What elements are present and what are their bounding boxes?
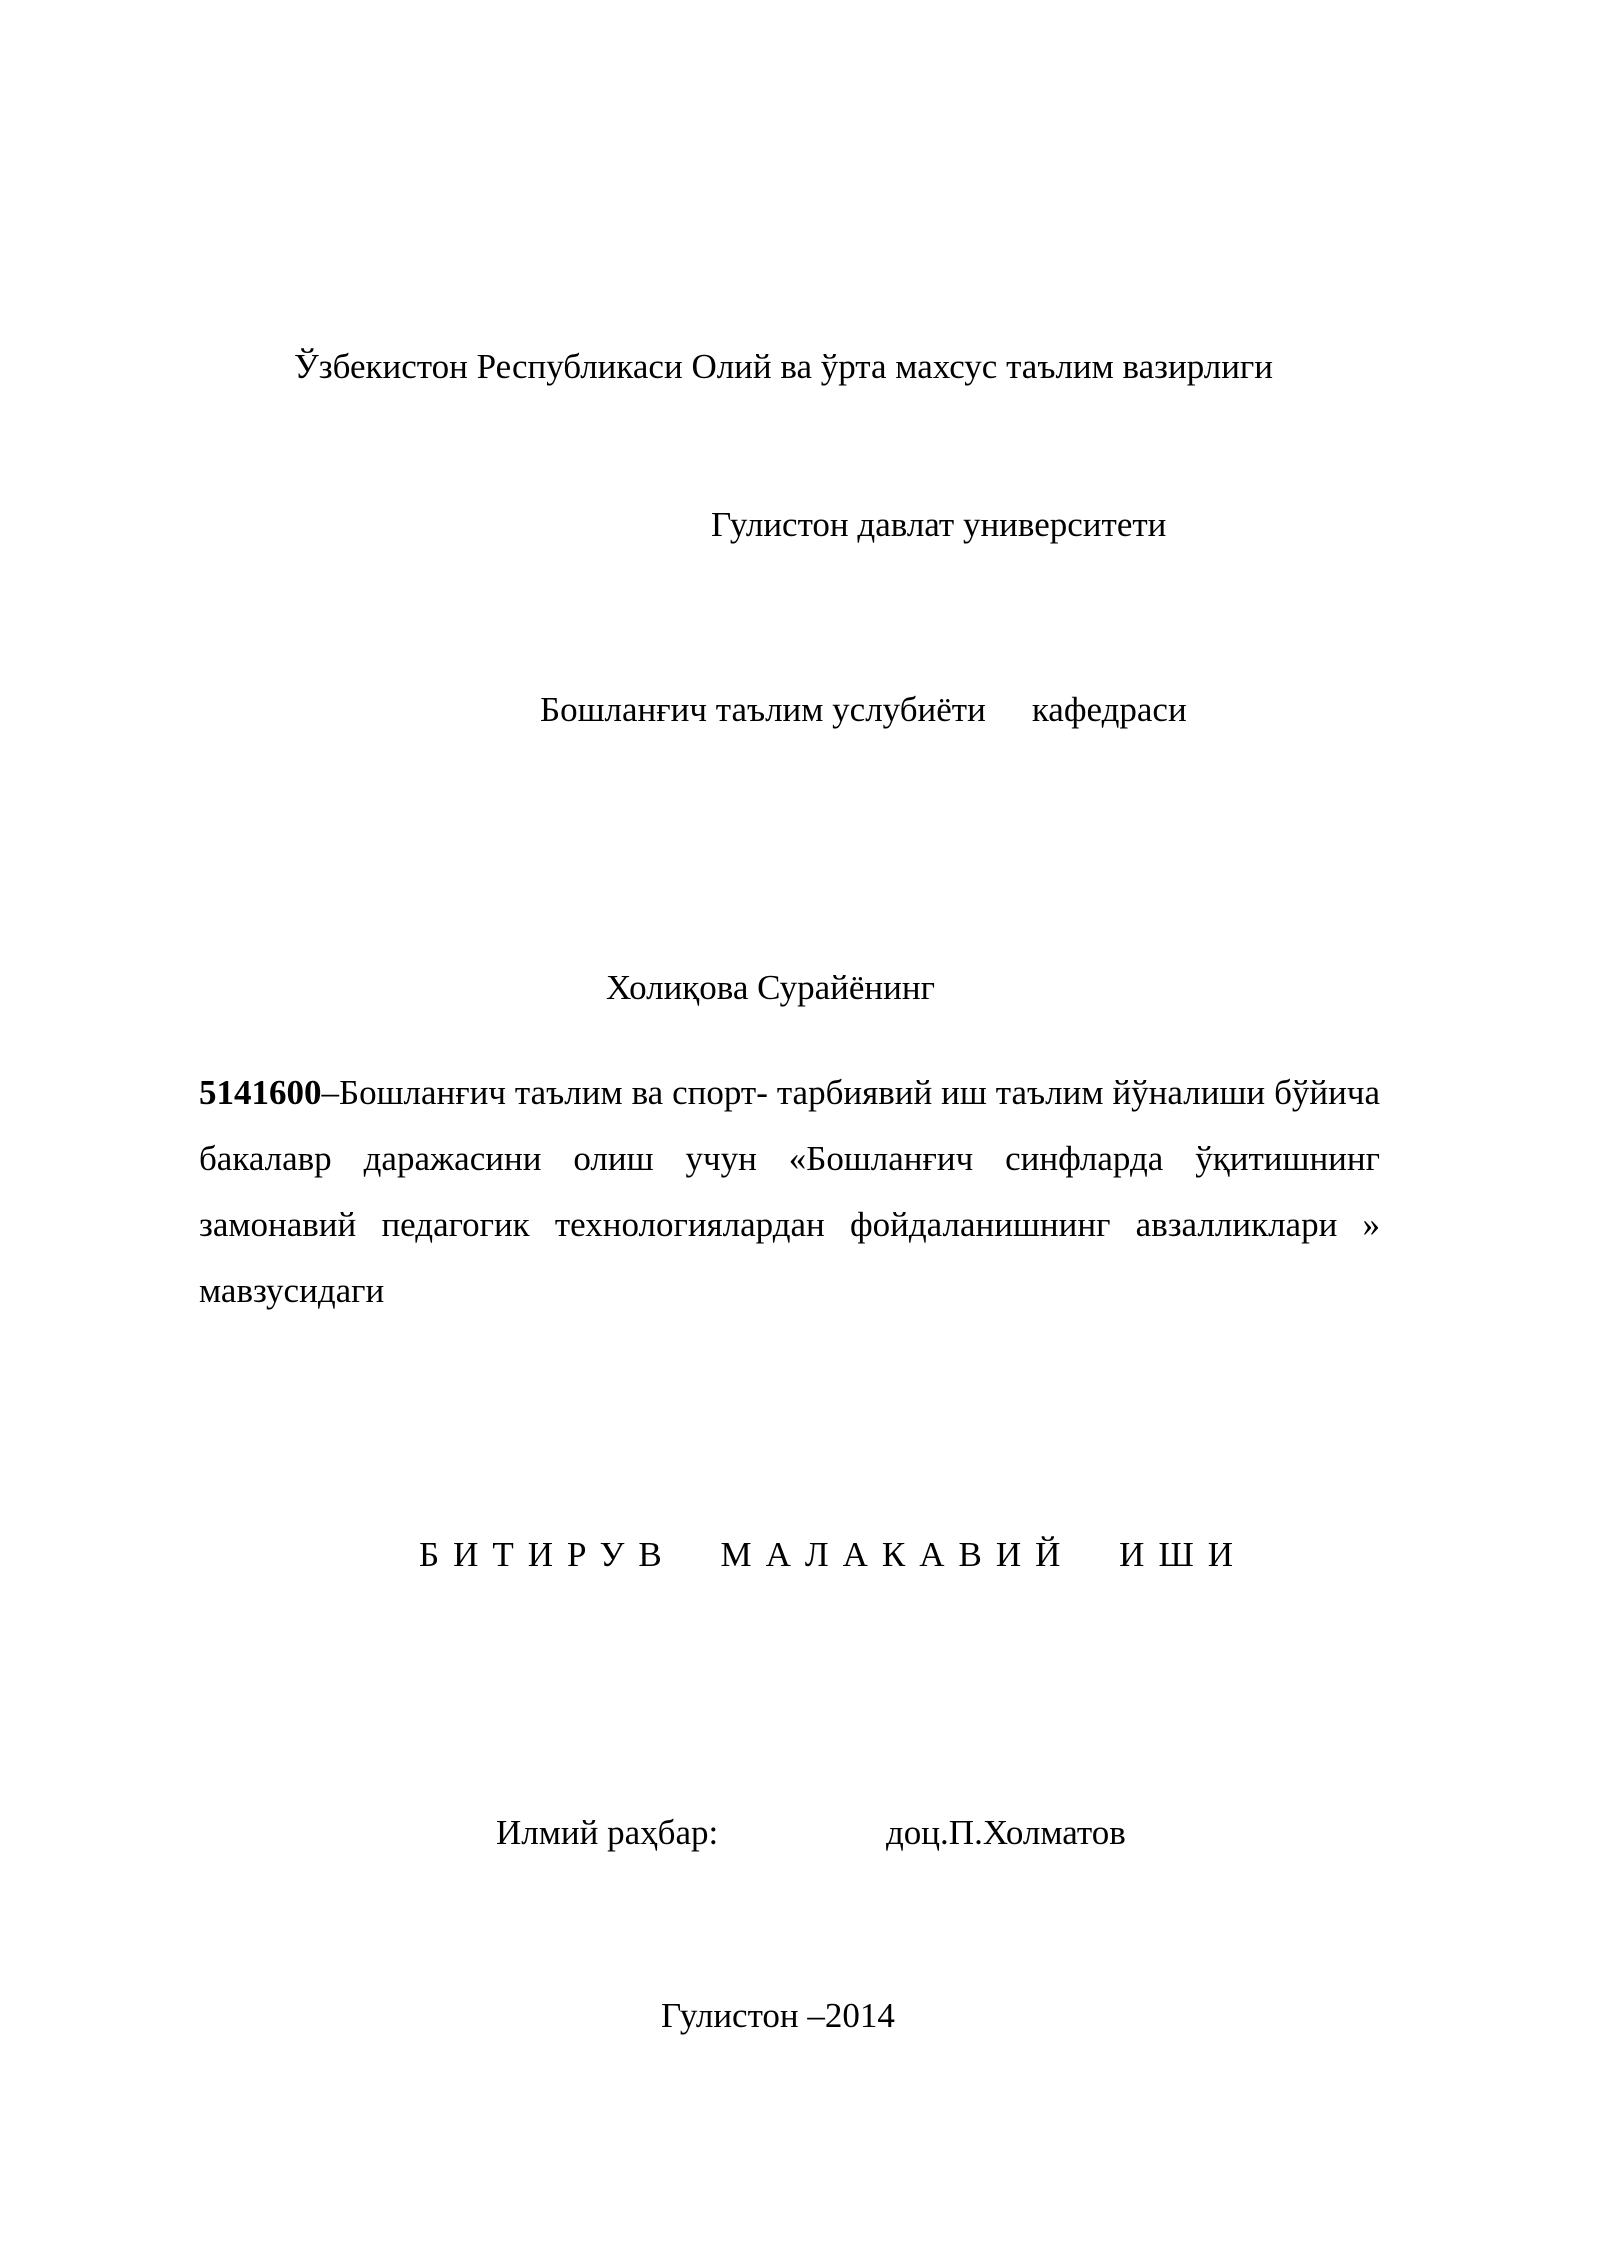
supervisor-label: Илмий раҳбар: (496, 1813, 719, 1852)
department-line (540, 692, 1187, 727)
author-name: Холиқова Сурайёнинг (606, 968, 935, 1007)
ministry-heading: Ўзбекистон Республикаси Олий ва ўрта махсус таълим вазирлиги (294, 347, 1274, 386)
city-year: Гулистон –2014 (661, 1996, 895, 2035)
program-code: 5141600 (199, 1073, 322, 1112)
department-suffix: кафедраси (1031, 690, 1187, 729)
description-text: –Бошланғич таълим ва спорт- тарбиявий иш таълим йўналиши бўйича бакалавр даражасини олиш учун «Бошланғич синфларда ўқитишнинг замонавий педагогик технологиялардан фойдаланишнинг авзалликлари » мавзусидаги (199, 1073, 1380, 1310)
supervisor-name: доц.П.Холматов (886, 1813, 1126, 1852)
document-title: БИТИРУВ МАЛАКАВИЙ ИШИ (419, 1535, 1248, 1574)
thesis-description (199, 1060, 1380, 1324)
department-name: Бошланғич таълим услубиёти (540, 690, 986, 729)
university-name: Гулистон давлат университети (711, 505, 1167, 544)
